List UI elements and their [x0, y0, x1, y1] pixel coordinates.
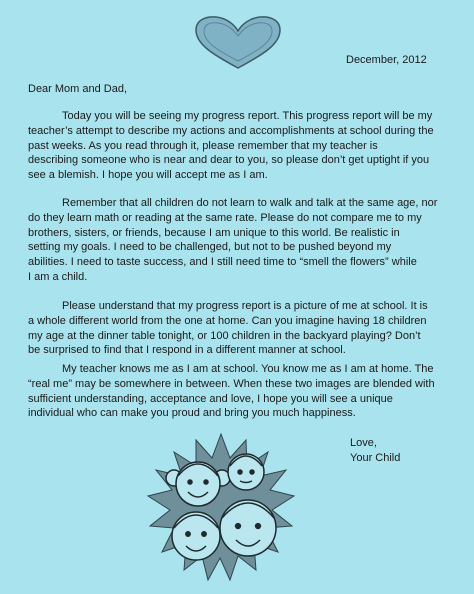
closing-love: Love, [350, 437, 377, 449]
paragraph-1: Today you will be seeing my progress report. This progress report will be my teacher’s attempt to describe my actions and accomplishments at school during the past weeks. As you read through it, please remember that my teacher is describing someone who is near and dear to you, so please don’t get uptight if you see a blemish. I hope you will accept me as I am. [28, 110, 434, 182]
letter-greeting: Dear Mom and Dad, [28, 83, 128, 95]
heart-icon [192, 14, 284, 70]
paragraph-2: Remember that all children do not learn to walk and talk at the same age, nor do they learn math or reading at the same rate. Please do not compare me to my brothers, sisters, or friends, because I am unique to this world. Be realistic in setting my goals. I need to be challenged, but not to be pushed beyond my abilities. I need to taste success, and I still need time to “smell the flowers” while I am a child. [28, 197, 438, 283]
letter-date: December, 2012 [346, 54, 427, 66]
boy-face-top [228, 454, 264, 490]
boy-face-bottom-left [172, 512, 220, 560]
boy-face-bottom-right [220, 500, 276, 556]
paragraph-4: My teacher knows me as I am at school. You know me as I am at home. The “real me” may be somewhere in between. When these two images are blended with sufficient understanding, acceptance and love, I hope you will see a unique individual who can make you proud and bring you much happiness. [28, 363, 435, 420]
children-faces-illustration [146, 432, 296, 582]
closing-signature: Your Child [350, 451, 401, 464]
letter-closing [350, 436, 400, 466]
starburst-shape [148, 434, 294, 580]
paragraph-3: Please understand that my progress report is a picture of me at school. It is a whole different world from the one at home. Can you imagine having 18 children my age at the dinner table tonight, or 100 children in the backyard playing? Don’t be surprised to find that I respond in a different manner at school. [28, 300, 428, 357]
